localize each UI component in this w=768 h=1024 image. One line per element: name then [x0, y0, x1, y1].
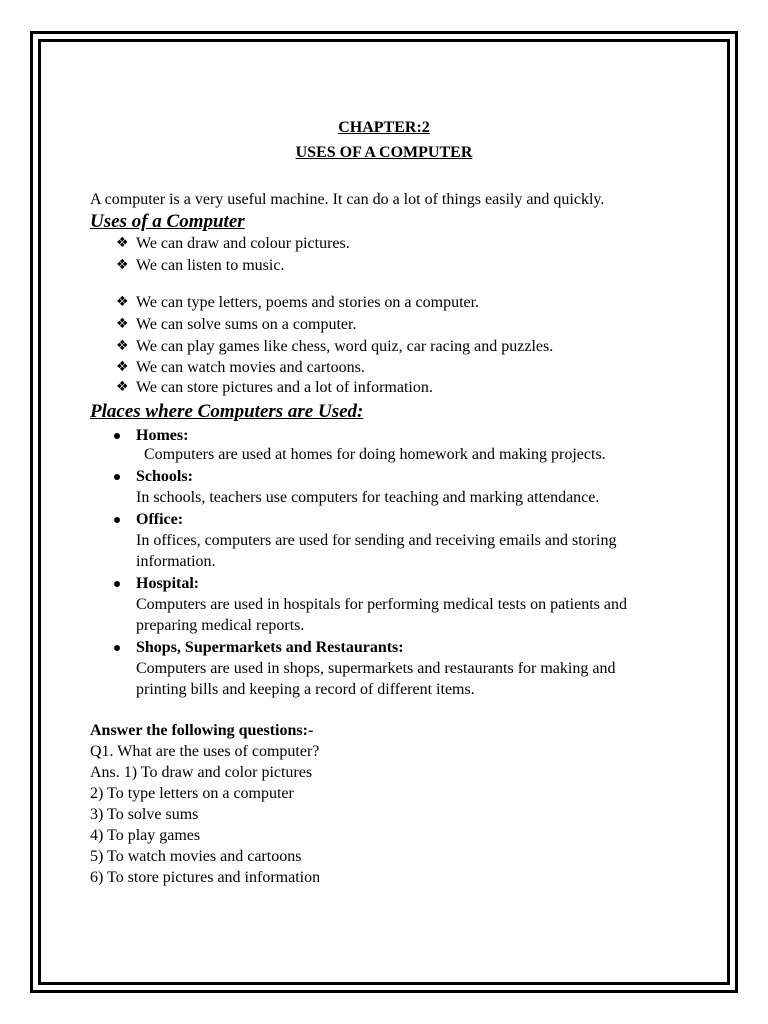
- place-description: Computers are used in hospitals for performing medical tests on patients and: [136, 596, 627, 613]
- place-description: information.: [136, 553, 216, 570]
- place-description: In offices, computers are used for sending and receiving emails and storing: [136, 532, 617, 549]
- bullet-dot-icon: [114, 645, 120, 651]
- place-description: preparing medical reports.: [136, 617, 305, 634]
- uses-item: We can store pictures and a lot of information.: [136, 379, 433, 396]
- uses-item: We can draw and colour pictures.: [136, 235, 350, 252]
- answer-line: 4) To play games: [90, 827, 201, 844]
- places-heading: Places where Computers are Used:: [90, 401, 364, 422]
- bullet-dot-icon: [114, 433, 120, 439]
- uses-heading: Uses of a Computer: [90, 211, 245, 232]
- place-title: Schools:: [136, 468, 193, 485]
- answer-line: 3) To solve sums: [90, 806, 199, 823]
- questions-heading: Answer the following questions:-: [90, 722, 314, 739]
- bullet-dot-icon: [114, 517, 120, 523]
- diamond-bullet-icon: ❖: [116, 379, 129, 395]
- diamond-bullet-icon: ❖: [116, 294, 129, 310]
- place-title: Hospital:: [136, 575, 200, 592]
- uses-item: We can type letters, poems and stories on a computer.: [136, 294, 480, 311]
- place-title: Shops, Supermarkets and Restaurants:: [136, 639, 404, 656]
- bullet-dot-icon: [114, 474, 120, 480]
- place-description: In schools, teachers use computers for teaching and marking attendance.: [136, 489, 600, 506]
- answer-line: Ans. 1) To draw and color pictures: [90, 764, 313, 781]
- answer-line: 6) To store pictures and information: [90, 869, 321, 886]
- diamond-bullet-icon: ❖: [116, 338, 129, 354]
- uses-item: We can play games like chess, word quiz, car racing and puzzles.: [136, 338, 554, 355]
- page-title: USES OF A COMPUTER: [295, 144, 473, 161]
- answer-line: 2) To type letters on a computer: [90, 785, 294, 802]
- diamond-bullet-icon: ❖: [116, 359, 129, 375]
- place-title: Homes:: [136, 427, 189, 444]
- diamond-bullet-icon: ❖: [116, 235, 129, 251]
- place-title: Office:: [136, 511, 184, 528]
- bullet-dot-icon: [114, 581, 120, 587]
- intro-text: A computer is a very useful machine. It can do a lot of things easily and quickly.: [90, 191, 605, 208]
- answer-line: 5) To watch movies and cartoons: [90, 848, 302, 865]
- place-description: Computers are used at homes for doing homework and making projects.: [144, 446, 606, 463]
- uses-item: We can solve sums on a computer.: [136, 316, 357, 333]
- chapter-label: CHAPTER:2: [338, 119, 430, 136]
- question-text: Q1. What are the uses of computer?: [90, 743, 320, 760]
- uses-item: We can listen to music.: [136, 257, 285, 274]
- place-description: printing bills and keeping a record of different items.: [136, 681, 475, 698]
- uses-item: We can watch movies and cartoons.: [136, 359, 365, 376]
- place-description: Computers are used in shops, supermarkets and restaurants for making and: [136, 660, 616, 677]
- diamond-bullet-icon: ❖: [116, 316, 129, 332]
- diamond-bullet-icon: ❖: [116, 257, 129, 273]
